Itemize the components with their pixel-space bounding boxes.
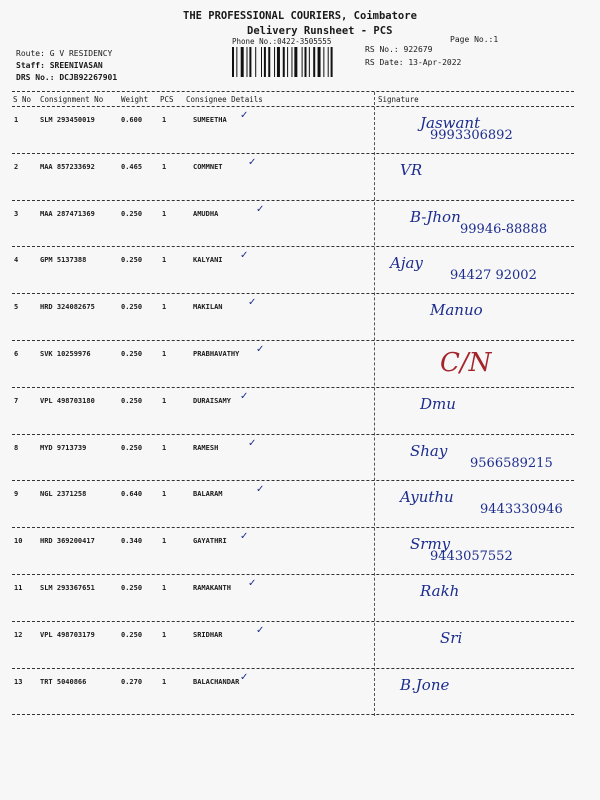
row-pcs: 1: [162, 584, 167, 592]
row-sno: 11: [14, 584, 23, 592]
checkmark-icon: ✓: [248, 297, 257, 309]
barcode-bar: [313, 47, 315, 77]
row-weight: 0.250: [121, 584, 143, 592]
row-consignment-no: SLM 293367651: [40, 584, 95, 592]
barcode-bar: [274, 47, 275, 77]
row-sno: 4: [14, 256, 19, 265]
row-separator: [12, 340, 574, 341]
phone-number: Phone No.:0422-3505555: [232, 37, 332, 46]
row-consignee: BALARAM: [193, 490, 223, 499]
checkmark-icon: ✓: [240, 531, 249, 543]
row-consignment-no: SLM 293450019: [40, 116, 95, 124]
row-separator: [12, 387, 574, 388]
row-pcs: 1: [162, 209, 167, 218]
handwritten-signature: Jaswant: [420, 114, 481, 132]
row-weight: 0.250: [121, 630, 143, 639]
row-consignee: BALACHANDAR: [193, 677, 240, 686]
row-sno: 12: [14, 630, 23, 639]
barcode-bar: [305, 47, 307, 77]
row-consignee: KALYANI: [193, 256, 223, 265]
row-consignment-no: MAA 857233692: [40, 162, 95, 171]
row-consignee: DURAISAMY: [193, 396, 231, 405]
row-pcs: 1: [162, 396, 167, 405]
row-pcs: 1: [162, 350, 167, 358]
row-weight: 0.250: [121, 209, 143, 218]
checkmark-icon: ✓: [256, 203, 265, 215]
handwritten-phone-number: 9993306892: [430, 128, 513, 143]
barcode-bar: [323, 47, 324, 77]
handwritten-signature: Ajay: [390, 254, 423, 273]
row-separator: [12, 574, 574, 575]
row-consignee: SUMEETHA: [193, 116, 227, 124]
handwritten-signature: VR: [400, 160, 423, 179]
checkmark-icon: ✓: [240, 110, 249, 121]
row-consignee: RAMESH: [193, 443, 219, 452]
handwritten-phone-number: 9443330946: [480, 502, 563, 518]
barcode-bar: [277, 47, 280, 77]
row-weight: 0.250: [121, 396, 143, 405]
handwritten-signature: Sri: [440, 628, 463, 647]
handwritten-signature: Ayuthu: [400, 488, 454, 507]
handwritten-signature: Srmy: [410, 535, 451, 554]
table-header-rule: [12, 106, 574, 107]
row-sno: 2: [14, 162, 19, 171]
row-weight: 0.250: [121, 443, 143, 452]
row-separator: [12, 293, 574, 294]
row-sno: 10: [14, 537, 23, 546]
row-pcs: 1: [162, 677, 167, 686]
row-weight: 0.250: [121, 256, 143, 265]
row-pcs: 1: [162, 162, 167, 171]
row-separator: [12, 200, 574, 201]
barcode-bar: [247, 47, 248, 77]
row-pcs: 1: [162, 303, 167, 312]
page-number: Page No.:1: [450, 35, 499, 44]
row-pcs: 1: [162, 490, 167, 499]
checkmark-icon: ✓: [256, 624, 265, 636]
row-consignment-no: HRD 369200417: [40, 537, 95, 546]
checkmark-icon: ✓: [240, 250, 249, 262]
barcode-bar: [261, 47, 262, 77]
route-label: Route: G V RESIDENCY: [16, 49, 113, 58]
barcode-bar: [287, 47, 288, 77]
handwritten-phone-number: 9443057552: [430, 549, 513, 565]
row-separator: [12, 668, 574, 669]
row-consignment-no: NGL 2371258: [40, 490, 87, 499]
barcode-bar: [249, 47, 251, 77]
row-consignment-no: VPL 498703180: [40, 396, 95, 405]
row-separator: [12, 621, 574, 622]
handwritten-signature: Manuo: [430, 301, 483, 320]
handwritten-signature: Shay: [410, 441, 448, 460]
barcode-image: [232, 47, 356, 77]
row-pcs: 1: [162, 630, 167, 639]
row-separator: [12, 480, 574, 481]
row-weight: 0.640: [121, 490, 143, 499]
row-consignment-no: VPL 498703179: [40, 630, 95, 639]
column-header-consignment: Consignment No: [40, 95, 104, 104]
row-weight: 0.465: [121, 162, 143, 171]
barcode-bar: [255, 47, 256, 77]
row-sno: 13: [14, 677, 23, 686]
document-title: THE PROFESSIONAL COURIERS, Coimbatore: [183, 10, 417, 22]
handwritten-signature: B-Jhon: [410, 207, 461, 226]
row-consignee: SRIDHAR: [193, 630, 223, 639]
row-pcs: 1: [162, 116, 167, 124]
handwritten-phone-number: 9566589215: [470, 455, 553, 471]
row-sno: 5: [14, 303, 19, 312]
column-header-pcs: PCS: [160, 95, 174, 104]
table-top-rule: [12, 91, 574, 92]
row-separator: [12, 434, 574, 435]
row-consignee: AMUDHA: [193, 209, 219, 218]
barcode-bar: [309, 47, 310, 77]
barcode-bar: [331, 47, 333, 77]
handwritten-phone-number: 99946-88888: [460, 221, 548, 237]
row-consignment-no: MYD 9713739: [40, 443, 87, 452]
column-header-weight: Weight: [121, 95, 149, 104]
row-consignee: GAYATHRI: [193, 537, 227, 546]
handwritten-signature: Rakh: [420, 582, 460, 600]
row-sno: 1: [14, 116, 19, 124]
document-subtitle: Delivery Runsheet - PCS: [247, 25, 393, 37]
rs-number: RS No.: 922679: [365, 45, 433, 54]
barcode-bar: [302, 47, 303, 77]
row-consignment-no: MAA 287471369: [40, 209, 95, 218]
drs-number: DRS No.: DCJB92267901: [16, 73, 118, 82]
row-separator: [12, 153, 574, 154]
handwritten-signature: B.Jone: [400, 675, 450, 694]
signature-column-divider: [374, 92, 375, 716]
row-consignment-no: TRT 5040866: [40, 677, 87, 686]
barcode-bar: [283, 47, 285, 77]
row-sno: 6: [14, 350, 19, 358]
checkmark-icon: ✓: [240, 390, 249, 402]
barcode-bar: [236, 47, 237, 77]
row-sno: 8: [14, 443, 19, 452]
barcode-bar: [294, 47, 297, 77]
checkmark-icon: ✓: [248, 437, 257, 449]
checkmark-icon: ✓: [256, 484, 265, 496]
barcode-bar: [328, 47, 329, 77]
barcode-bar: [291, 47, 292, 77]
checkmark-icon: ✓: [256, 344, 265, 355]
row-sno: 3: [14, 209, 19, 218]
column-header-sno: S No: [13, 95, 32, 104]
row-consignee: RAMAKANTH: [193, 584, 231, 592]
row-weight: 0.250: [121, 350, 143, 358]
row-pcs: 1: [162, 537, 167, 546]
row-separator: [12, 714, 574, 715]
barcode-bar: [264, 47, 266, 77]
row-pcs: 1: [162, 256, 167, 265]
row-weight: 0.600: [121, 116, 143, 124]
row-sno: 9: [14, 490, 19, 499]
barcode-bar: [241, 47, 244, 77]
row-separator: [12, 527, 574, 528]
row-pcs: 1: [162, 443, 167, 452]
handwritten-signature: C/N: [440, 348, 492, 378]
checkmark-icon: ✓: [248, 156, 257, 168]
handwritten-phone-number: 94427 92002: [450, 268, 537, 284]
row-consignment-no: SVK 10259976: [40, 350, 91, 358]
handwritten-signature: Dmu: [420, 394, 456, 413]
row-consignee: MAKILAN: [193, 303, 223, 312]
barcode-bar: [232, 47, 234, 77]
rs-date: RS Date: 13-Apr-2022: [365, 58, 462, 67]
row-weight: 0.340: [121, 537, 143, 546]
row-separator: [12, 246, 574, 247]
row-weight: 0.250: [121, 303, 143, 312]
checkmark-icon: ✓: [240, 671, 249, 683]
row-sno: 7: [14, 396, 19, 405]
checkmark-icon: ✓: [248, 578, 257, 589]
row-consignee: PRABHAVATHY: [193, 350, 240, 358]
row-weight: 0.270: [121, 677, 143, 686]
row-consignee: COMMNET: [193, 162, 223, 171]
row-consignment-no: HRD 324082675: [40, 303, 95, 312]
column-header-consignee: Consignee Details: [186, 95, 263, 104]
barcode-bar: [268, 47, 270, 77]
row-consignment-no: GPM 5137388: [40, 256, 87, 265]
barcode-bar: [318, 47, 321, 77]
staff-label: Staff: SREENIVASAN: [16, 61, 103, 70]
column-header-signature: Signature: [378, 95, 419, 104]
